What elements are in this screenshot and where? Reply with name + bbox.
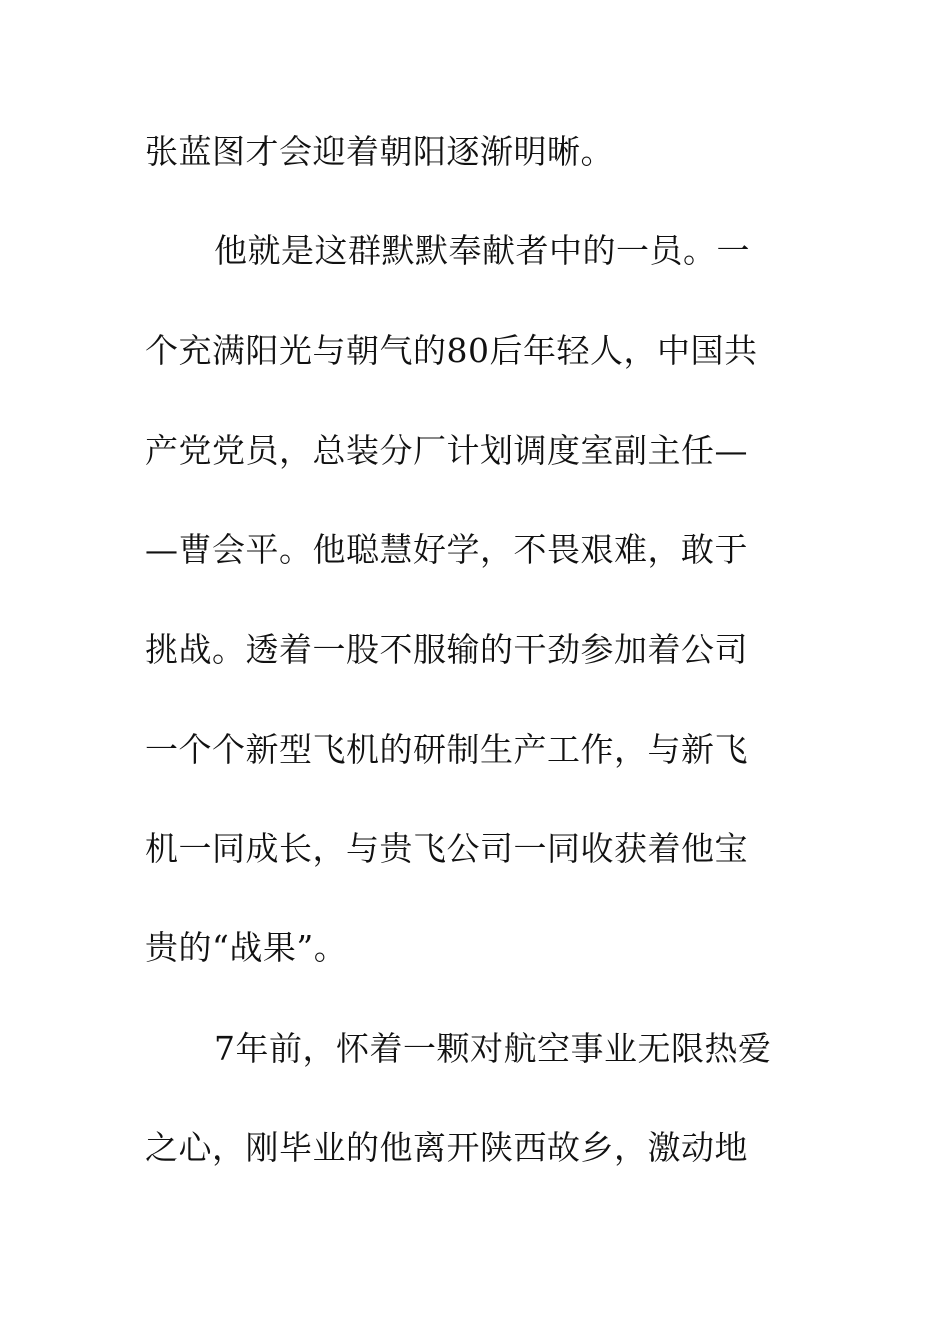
text-line: 机一同成长，与贵飞公司一同收获着他宝 [145, 829, 748, 868]
text-line: 张蓝图才会迎着朝阳逐渐明晰。 [145, 132, 614, 171]
text-line: 产党党员，总装分厂计划调度室副主任— [145, 431, 748, 470]
text-line: 7年前，怀着一颗对航空事业无限热爱 [214, 1029, 772, 1068]
text-line: 个充满阳光与朝气的80后年轻人，中国共 [145, 331, 758, 370]
text-line: 之心，刚毕业的他离开陕西故乡，激动地 [145, 1128, 748, 1167]
text-line: 挑战。透着一股不服输的干劲参加着公司 [145, 630, 748, 669]
text-line: 一个个新型飞机的研制生产工作，与新飞 [145, 730, 748, 769]
text-line: 他就是这群默默奉献者中的一员。一 [214, 231, 750, 270]
text-line: —曹会平。他聪慧好学，不畏艰难，敢于 [145, 530, 748, 569]
text-line: 贵的“战果”。 [145, 928, 348, 967]
